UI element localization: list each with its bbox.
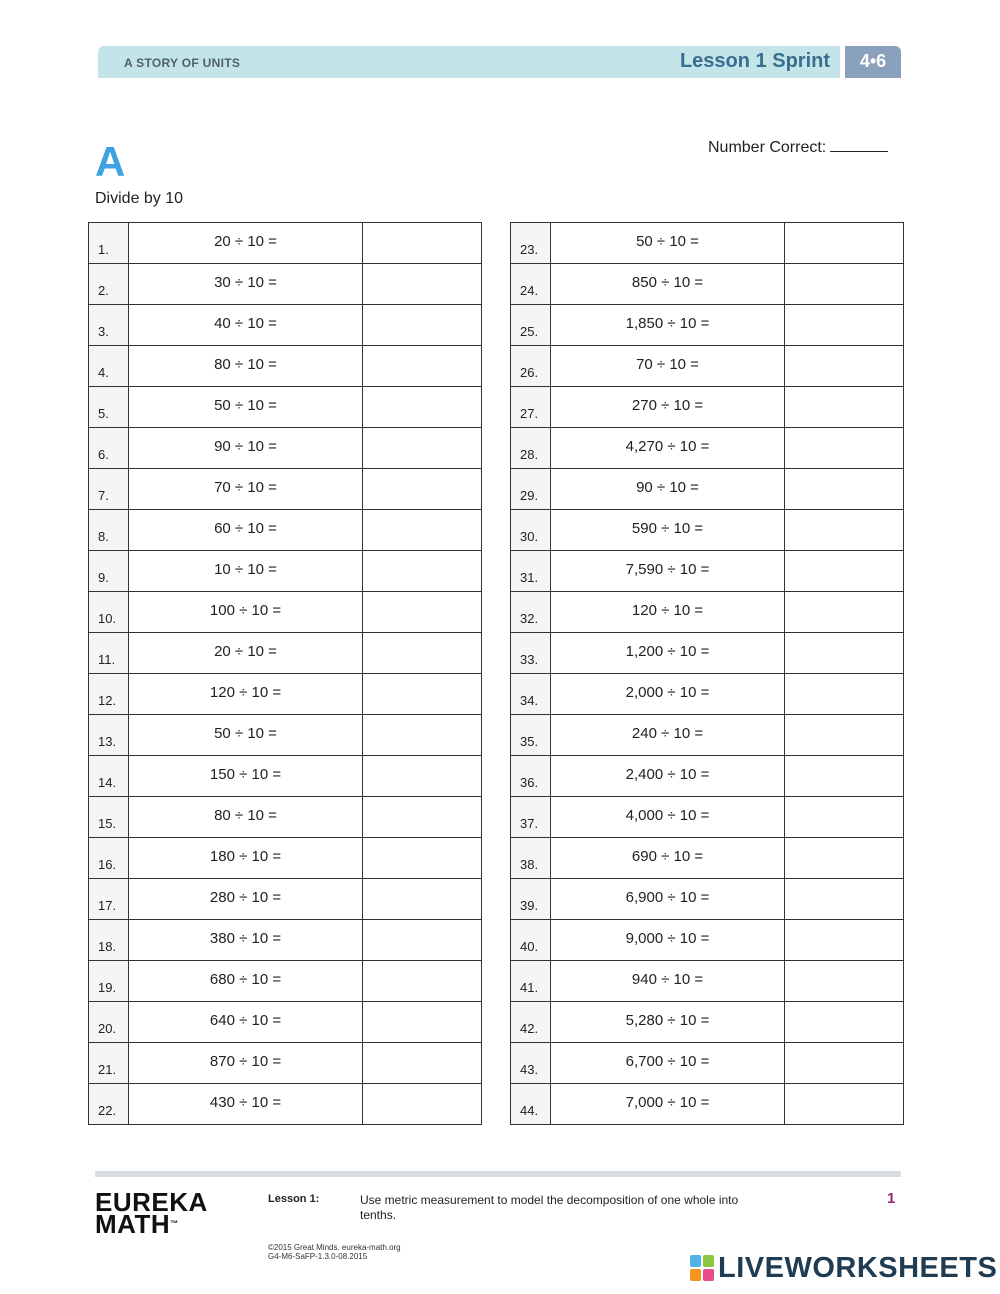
problem-expression: 80 ÷ 10 =: [129, 797, 363, 838]
answer-cell[interactable]: [363, 305, 482, 346]
problem-number: 41.: [511, 961, 551, 1002]
problem-row: [89, 961, 482, 1002]
problem-expression: 7,000 ÷ 10 =: [551, 1084, 785, 1125]
answer-cell[interactable]: [785, 1084, 904, 1125]
answer-cell[interactable]: [785, 428, 904, 469]
answer-cell[interactable]: [785, 264, 904, 305]
answer-cell[interactable]: [785, 1043, 904, 1084]
problem-number: 8.: [89, 510, 129, 551]
problem-row: [511, 551, 904, 592]
problem-number: 27.: [511, 387, 551, 428]
series-name: A STORY OF UNITS: [124, 56, 241, 70]
problem-row: [89, 920, 482, 961]
answer-cell[interactable]: [363, 264, 482, 305]
lw-icon-tile: [690, 1269, 701, 1281]
problem-number: 16.: [89, 838, 129, 879]
problem-number: 32.: [511, 592, 551, 633]
sprint-subtitle: Divide by 10: [95, 190, 184, 207]
answer-cell[interactable]: [363, 469, 482, 510]
problem-expression: 60 ÷ 10 =: [129, 510, 363, 551]
problem-number: 14.: [89, 756, 129, 797]
answer-cell[interactable]: [363, 592, 482, 633]
problem-table-left: [88, 222, 482, 1125]
answer-cell[interactable]: [785, 674, 904, 715]
problem-expression: 30 ÷ 10 =: [129, 264, 363, 305]
problem-number: 18.: [89, 920, 129, 961]
problem-row: [511, 838, 904, 879]
problem-number: 20.: [89, 1002, 129, 1043]
answer-cell[interactable]: [363, 879, 482, 920]
problem-number: 33.: [511, 633, 551, 674]
answer-cell[interactable]: [363, 346, 482, 387]
problem-number: 19.: [89, 961, 129, 1002]
answer-cell[interactable]: [785, 961, 904, 1002]
answer-cell[interactable]: [785, 838, 904, 879]
problem-row: [511, 715, 904, 756]
lw-icon-tile: [690, 1255, 701, 1267]
footer-lesson-description: Use metric measurement to model the decomposition of one whole into tenths.: [360, 1193, 739, 1222]
problem-number: 34.: [511, 674, 551, 715]
sprint-letter: A: [95, 138, 126, 185]
problem-expression: 680 ÷ 10 =: [129, 961, 363, 1002]
answer-cell[interactable]: [363, 715, 482, 756]
answer-cell[interactable]: [785, 592, 904, 633]
problem-number: 1.: [89, 223, 129, 264]
answer-cell[interactable]: [785, 346, 904, 387]
problem-row: [511, 223, 904, 264]
problem-row: [511, 1002, 904, 1043]
answer-cell[interactable]: [363, 428, 482, 469]
problem-row: [511, 264, 904, 305]
footer-lesson-label: Lesson 1:: [268, 1193, 320, 1205]
problem-row: [511, 879, 904, 920]
problem-row: [89, 1002, 482, 1043]
answer-cell[interactable]: [785, 1002, 904, 1043]
problem-expression: 270 ÷ 10 =: [551, 387, 785, 428]
problem-number: 37.: [511, 797, 551, 838]
problem-number: 39.: [511, 879, 551, 920]
answer-cell[interactable]: [785, 715, 904, 756]
number-correct-label: Number Correct:: [708, 139, 827, 156]
problem-expression: 90 ÷ 10 =: [129, 428, 363, 469]
problem-expression: 120 ÷ 10 =: [129, 674, 363, 715]
problem-expression: 5,280 ÷ 10 =: [551, 1002, 785, 1043]
answer-cell[interactable]: [363, 387, 482, 428]
answer-cell[interactable]: [785, 223, 904, 264]
problem-row: [511, 305, 904, 346]
problem-expression: 50 ÷ 10 =: [551, 223, 785, 264]
answer-cell[interactable]: [363, 1002, 482, 1043]
problem-number: 24.: [511, 264, 551, 305]
problem-expression: 180 ÷ 10 =: [129, 838, 363, 879]
problem-row: [511, 428, 904, 469]
problem-number: 4.: [89, 346, 129, 387]
problem-row: [89, 387, 482, 428]
problem-expression: 4,000 ÷ 10 =: [551, 797, 785, 838]
answer-cell[interactable]: [363, 633, 482, 674]
problem-expression: 6,900 ÷ 10 =: [551, 879, 785, 920]
eureka-math-logo: [95, 1187, 208, 1239]
answer-cell[interactable]: [363, 838, 482, 879]
problem-number: 35.: [511, 715, 551, 756]
problem-number: 13.: [89, 715, 129, 756]
problem-expression: 70 ÷ 10 =: [551, 346, 785, 387]
liveworksheets-icon: [690, 1255, 714, 1281]
problem-expression: 6,700 ÷ 10 =: [551, 1043, 785, 1084]
problem-number: 26.: [511, 346, 551, 387]
problem-number: 22.: [89, 1084, 129, 1125]
problem-row: [89, 551, 482, 592]
problem-number: 25.: [511, 305, 551, 346]
answer-cell[interactable]: [363, 674, 482, 715]
answer-cell[interactable]: [363, 756, 482, 797]
answer-cell[interactable]: [785, 551, 904, 592]
answer-cell[interactable]: [785, 305, 904, 346]
problem-expression: 380 ÷ 10 =: [129, 920, 363, 961]
problem-row: [89, 346, 482, 387]
problem-number: 12.: [89, 674, 129, 715]
problem-row: [89, 838, 482, 879]
problem-expression: 120 ÷ 10 =: [551, 592, 785, 633]
answer-cell[interactable]: [785, 879, 904, 920]
number-correct-blank[interactable]: [830, 137, 888, 152]
problem-expression: 7,590 ÷ 10 =: [551, 551, 785, 592]
answer-cell[interactable]: [785, 920, 904, 961]
problem-number: 23.: [511, 223, 551, 264]
problem-number: 10.: [89, 592, 129, 633]
problem-row: [511, 756, 904, 797]
problem-row: [89, 879, 482, 920]
problem-expression: 50 ÷ 10 =: [129, 387, 363, 428]
problem-expression: 40 ÷ 10 =: [129, 305, 363, 346]
problem-row: [89, 264, 482, 305]
page-number: 1: [887, 1190, 896, 1207]
problem-row: [89, 633, 482, 674]
problem-number: 7.: [89, 469, 129, 510]
problem-expression: 4,270 ÷ 10 =: [551, 428, 785, 469]
problem-row: [511, 961, 904, 1002]
problem-number: 15.: [89, 797, 129, 838]
problem-row: [89, 469, 482, 510]
problem-expression: 240 ÷ 10 =: [551, 715, 785, 756]
answer-cell[interactable]: [785, 756, 904, 797]
logo-line-1: EUREKA: [95, 1187, 208, 1217]
answer-cell[interactable]: [785, 633, 904, 674]
copyright-line-1: ©2015 Great Minds. eureka-math.org: [268, 1243, 401, 1252]
answer-cell[interactable]: [785, 510, 904, 551]
number-correct: [708, 137, 888, 157]
answer-cell[interactable]: [785, 797, 904, 838]
answer-cell[interactable]: [363, 961, 482, 1002]
problem-number: 2.: [89, 264, 129, 305]
problem-expression: 640 ÷ 10 =: [129, 1002, 363, 1043]
problem-row: [511, 346, 904, 387]
problem-row: [89, 715, 482, 756]
problem-expression: 940 ÷ 10 =: [551, 961, 785, 1002]
problem-row: [89, 305, 482, 346]
problem-expression: 20 ÷ 10 =: [129, 633, 363, 674]
problem-number: 43.: [511, 1043, 551, 1084]
problem-expression: 870 ÷ 10 =: [129, 1043, 363, 1084]
problem-row: [89, 674, 482, 715]
logo-trademark: ™: [170, 1219, 179, 1228]
answer-cell[interactable]: [785, 387, 904, 428]
problem-number: 5.: [89, 387, 129, 428]
problem-row: [511, 1084, 904, 1125]
problem-row: [511, 674, 904, 715]
problem-row: [511, 797, 904, 838]
answer-cell[interactable]: [363, 223, 482, 264]
problem-number: 31.: [511, 551, 551, 592]
copyright-line-2: G4-M6-SaFP-1.3.0-08.2015: [268, 1252, 368, 1261]
problem-expression: 430 ÷ 10 =: [129, 1084, 363, 1125]
problem-row: [511, 592, 904, 633]
problem-number: 38.: [511, 838, 551, 879]
answer-cell[interactable]: [363, 797, 482, 838]
problem-number: 28.: [511, 428, 551, 469]
problem-row: [89, 223, 482, 264]
problem-number: 40.: [511, 920, 551, 961]
problem-row: [89, 592, 482, 633]
problem-number: 11.: [89, 633, 129, 674]
problem-row: [89, 510, 482, 551]
problem-expression: 280 ÷ 10 =: [129, 879, 363, 920]
problem-row: [89, 1043, 482, 1084]
answer-cell[interactable]: [363, 1043, 482, 1084]
problem-table-right: [510, 222, 904, 1125]
problem-number: 3.: [89, 305, 129, 346]
problem-expression: 9,000 ÷ 10 =: [551, 920, 785, 961]
liveworksheets-watermark: [690, 1253, 997, 1283]
problem-row: [511, 387, 904, 428]
problem-expression: 590 ÷ 10 =: [551, 510, 785, 551]
problem-expression: 70 ÷ 10 =: [129, 469, 363, 510]
answer-cell[interactable]: [785, 469, 904, 510]
problem-expression: 1,200 ÷ 10 =: [551, 633, 785, 674]
footer-divider: [95, 1171, 901, 1177]
answer-cell[interactable]: [363, 1084, 482, 1125]
problem-row: [511, 469, 904, 510]
answer-cell[interactable]: [363, 510, 482, 551]
copyright: [268, 1243, 401, 1261]
problem-expression: 80 ÷ 10 =: [129, 346, 363, 387]
problem-expression: 100 ÷ 10 =: [129, 592, 363, 633]
problem-number: 36.: [511, 756, 551, 797]
answer-cell[interactable]: [363, 551, 482, 592]
answer-cell[interactable]: [363, 920, 482, 961]
problem-row: [511, 633, 904, 674]
problem-number: 42.: [511, 1002, 551, 1043]
problem-expression: 850 ÷ 10 =: [551, 264, 785, 305]
problem-expression: 50 ÷ 10 =: [129, 715, 363, 756]
problem-number: 21.: [89, 1043, 129, 1084]
problem-number: 17.: [89, 879, 129, 920]
grade-module-badge: 4•6: [845, 46, 901, 78]
problem-expression: 2,000 ÷ 10 =: [551, 674, 785, 715]
problem-row: [511, 1043, 904, 1084]
problem-expression: 10 ÷ 10 =: [129, 551, 363, 592]
liveworksheets-wordmark: LIVEWORKSHEETS: [718, 1251, 998, 1284]
logo-line-2: MATH: [95, 1209, 171, 1239]
problem-expression: 690 ÷ 10 =: [551, 838, 785, 879]
problem-row: [511, 920, 904, 961]
problem-expression: 1,850 ÷ 10 =: [551, 305, 785, 346]
problem-row: [89, 1084, 482, 1125]
problem-expression: 90 ÷ 10 =: [551, 469, 785, 510]
problem-row: [89, 756, 482, 797]
lesson-title: Lesson 1 Sprint: [679, 50, 830, 72]
problem-number: 9.: [89, 551, 129, 592]
problem-expression: 150 ÷ 10 =: [129, 756, 363, 797]
problem-row: [511, 510, 904, 551]
lw-icon-tile: [703, 1269, 714, 1281]
problem-expression: 20 ÷ 10 =: [129, 223, 363, 264]
problem-row: [89, 797, 482, 838]
lw-icon-tile: [703, 1255, 714, 1267]
problem-row: [89, 428, 482, 469]
problem-number: 6.: [89, 428, 129, 469]
problem-number: 44.: [511, 1084, 551, 1125]
problem-number: 29.: [511, 469, 551, 510]
problem-expression: 2,400 ÷ 10 =: [551, 756, 785, 797]
problem-number: 30.: [511, 510, 551, 551]
